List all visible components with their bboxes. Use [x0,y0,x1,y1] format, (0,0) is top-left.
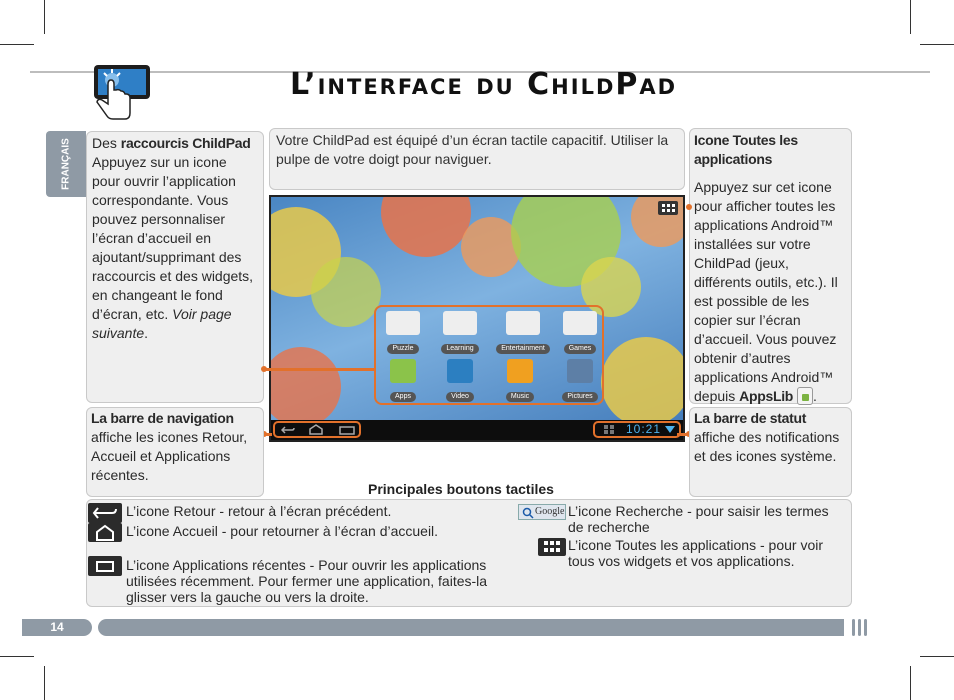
appslib-name: AppsLib [739,388,794,404]
wallpaper-bubble [311,257,381,327]
recent-apps-description: L’icone Applications récentes - Pour ouvrir les applications utilisées récemment. Pour fermer une application, faites-la glisser vers la gauche ou vers la droite. [126,557,488,605]
crop-mark [920,44,954,45]
folder-label: Learning [441,344,478,354]
navigation-bar [271,420,683,440]
app-pictures[interactable] [558,359,602,403]
home-screen-preview [269,195,685,442]
home-description: L’icone Accueil - pour retourner à l’écran d’accueil. [126,523,439,539]
home-icon[interactable] [309,424,323,435]
folder-icon [563,311,597,335]
language-tab [46,131,86,197]
back-description: L’icone Retour - retour à l’écran précédent. [126,503,392,519]
status-bar-body: affiche des notifications et des icones système. [694,429,840,464]
folder-label: Games [564,344,597,354]
footer-tick [858,619,861,636]
crop-mark [910,0,911,34]
footer-tick [852,619,855,636]
video-icon [447,359,473,383]
navigation-bar-panel [86,407,264,497]
folder-puzzle[interactable] [381,311,425,355]
crop-mark [0,44,34,45]
app-label: Apps [390,392,416,402]
navigation-bar-title: La barre de navigation [91,410,234,426]
crop-mark [0,656,34,657]
language-label: FRANÇAIS [60,138,72,190]
folder-icon [443,311,477,335]
page-title: L’interface du ChildPad [290,67,678,102]
wallpaper-bubble [269,347,341,427]
folder-games[interactable] [558,311,602,355]
apps-icon [390,359,416,383]
touch-tablet-icon [80,60,154,122]
search-icon [518,504,566,520]
app-video[interactable] [438,359,482,403]
connector-line-shortcuts [264,368,374,371]
notification-icon [603,424,615,435]
page-number: 14 [22,619,92,636]
app-label: Pictures [562,392,597,402]
all-apps-title: Icone Toutes les applications [694,132,798,167]
crop-mark [920,656,954,657]
navigation-bar-body: affiche les icones Retour, Accueil et Applications récentes. [91,429,248,483]
shortcuts-prefix: Des [92,135,121,151]
crop-mark [44,666,45,700]
app-label: Video [446,392,474,402]
status-bar-panel [689,407,852,497]
touchscreen-note [269,128,685,190]
shortcuts-body: Appuyez sur un icone pour ouvrir l’application correspondante. Vous pouvez personnaliser l’écran d’accueil en ajoutant/supprimant des raccourcis et des widgets, en changeant le fond d’écran, etc. [92,154,254,322]
all-apps-panel [689,128,852,404]
app-music[interactable] [498,359,542,403]
connector-dot [261,366,267,372]
all-apps-icon[interactable] [658,201,678,215]
wallpaper-bubble [601,337,685,427]
home-icon [88,523,122,542]
all-apps-description: L’icone Toutes les applications - pour voir tous vos widgets et vos applications. [568,537,824,569]
shortcuts-title: raccourcis ChildPad [120,135,251,151]
search-logo-text: Google [535,506,565,517]
section-caption: Principales boutons tactiles [368,481,554,497]
search-description: L’icone Recherche - pour saisir les termes de recherche [568,503,829,535]
status-clock: 10:21 [625,422,661,436]
folder-entertainment[interactable] [496,311,550,355]
appslib-icon [797,387,813,405]
all-apps-icon [538,538,566,556]
recent-apps-icon[interactable] [339,425,355,435]
wifi-icon [665,425,675,434]
back-icon[interactable] [281,425,295,435]
crop-mark [910,666,911,700]
back-icon [88,503,122,523]
shortcut-grid [374,305,604,405]
folder-label: Entertainment [496,344,550,354]
all-apps-suffix: . [812,388,817,404]
wallpaper-bubble [381,195,471,257]
connector-dot [686,204,692,210]
footer-bar [98,619,844,636]
all-apps-body: Appuyez sur cet icone pour afficher toutes les applications Android™ installées sur votre ChildPad (jeux, différents outils, etc.). Il est possible de les copier sur l’écran d’accueil. Vous pouvez obtenir d’autres applications Android™ depuis [694,179,838,404]
folder-label: Puzzle [387,344,418,354]
folder-learning[interactable] [438,311,482,355]
pictures-icon [567,359,593,383]
app-apps[interactable] [381,359,425,403]
shortcuts-suffix: . [144,325,149,341]
footer-tick [864,619,867,636]
next-page-link: Voir page suivante [92,306,232,341]
crop-mark [44,0,45,34]
shortcuts-panel [86,131,264,403]
music-icon [507,359,533,383]
recent-apps-icon [88,556,122,576]
status-bar-title: La barre de statut [694,410,807,426]
folder-icon [386,311,420,335]
touchscreen-text: Votre ChildPad est équipé d’un écran tactile capacitif. Utiliser la pulpe de votre doigt pour naviguer. [276,132,669,167]
app-label: Music [506,392,534,402]
folder-icon [506,311,540,335]
